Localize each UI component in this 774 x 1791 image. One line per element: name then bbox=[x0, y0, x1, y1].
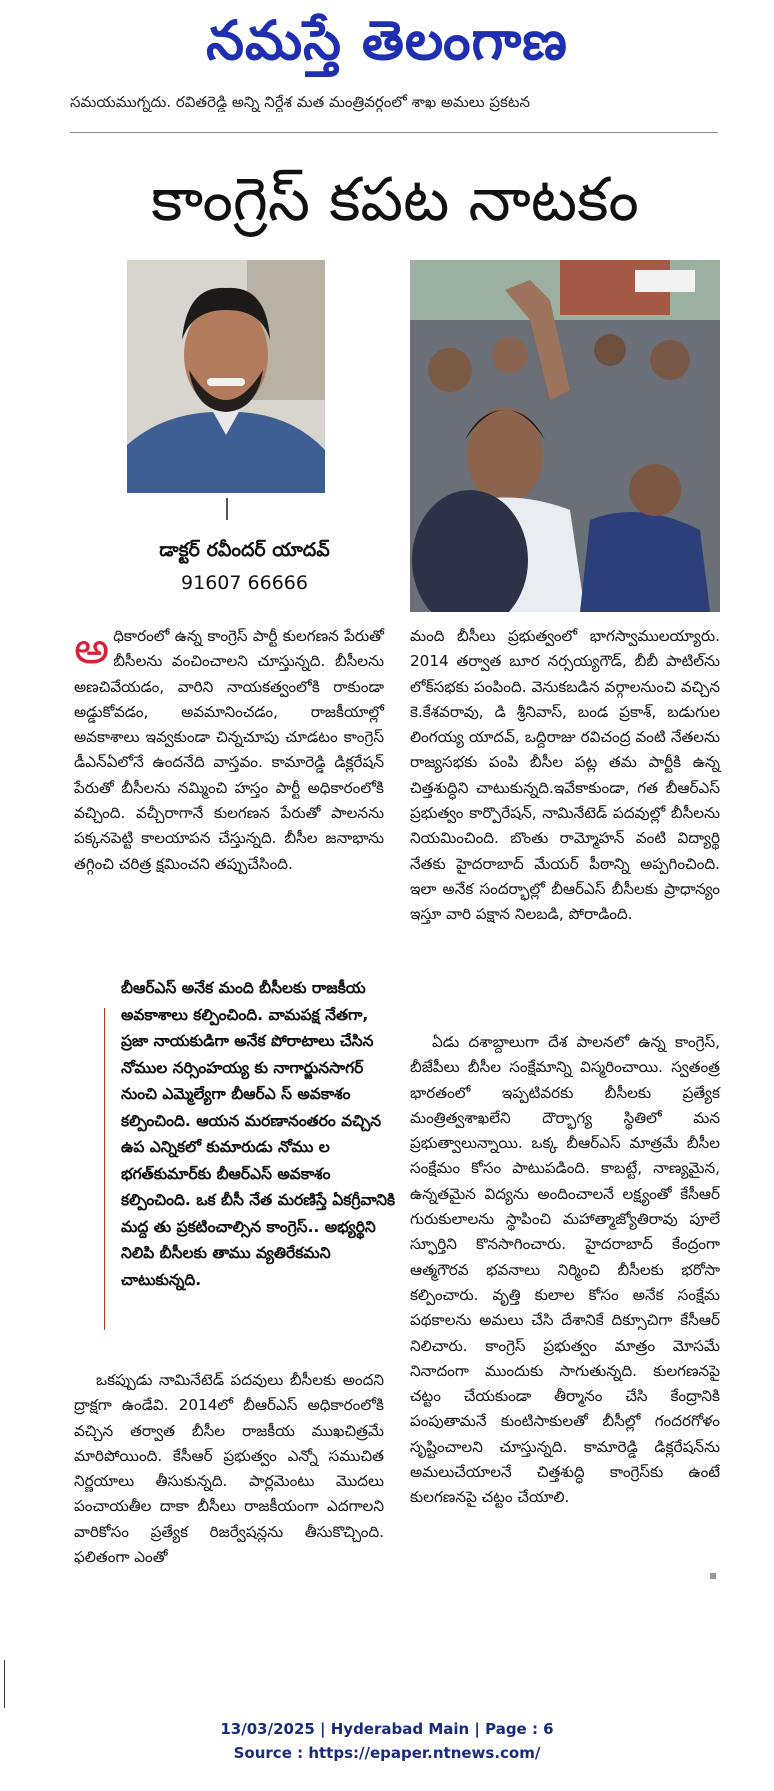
article-column-2-para-2 bbox=[410, 1030, 720, 1511]
article-end-mark bbox=[710, 1573, 716, 1579]
col2-para1-text: మంది బీసీలు ప్రభుత్వంలో భాగస్వాములయ్యారు. 2014 తర్వాత బూర నర్సయ్యగౌడ్, బీబీ పాటిల్‌ను లోక్‌సభకు పంపింది. వెనుకబడిన వర్గాలనుంచి వచ్చిన కె.కేశవరావు, డి శ్రీనివాస్, బండ ప్రకాశ్, బడుగుల లింగయ్య యాదవ్, ఒద్దిరాజు రవిచంద్ర వంటి నేతలను రాజ్యసభకు పంపి బీసీల పట్ల తమ పార్టీకి ఉన్న చిత్తశుద్ధిని చాటుకున్నది.ఇవేకాకుండా, గత బీఆర్ఎస్ ప్రభుత్వం కార్పొరేషన్, నామినేటెడ్ పదవుల్లో బీసీలను నియమించింది. బొంతు రామ్మోహన్ వంటి విద్యార్థి నేతకు హైదరాబాద్ మేయర్ పీఠాన్ని అప్పగించింది. ఇలా అనేక సందర్భాల్లో బీఆర్ఎస్ బీసీలకు ప్రాధాన్యం ఇస్తూ వారి పక్షాన నిలబడి, పోరాడింది. bbox=[410, 627, 720, 924]
author-photo bbox=[127, 260, 325, 493]
drop-cap: అ bbox=[74, 623, 110, 674]
cut-text-line: సమయముగ్నదు. రవితరెడ్డి అన్ని నిర్దేశ మత మంత్రివర్గంలో శాఖ అమలు ప్రకటన bbox=[70, 93, 530, 111]
author-divider bbox=[226, 498, 228, 520]
article-column-1-para-1 bbox=[74, 624, 384, 877]
pull-quote: బీఆర్ఎస్ అనేక మంది బీసీలకు రాజకీయ అవకాశాలు కల్పించింది. వామపక్ష నేతగా, ప్రజా నాయకుడిగా అనేక పోరాటాలు చేసిన నోముల నర్సింహయ్య కు నాగార్జునసాగర్ నుంచి ఎమ్మెల్యేగా బీఆర్ఎ స్ అవకాశం కల్పించింది. ఆయన మరణానంతరం వచ్చిన ఉప ఎన్నికలో కుమారుడు నోము ల భగత్‌కుమార్‌కు బీఆర్ఎస్ అవకాశం కల్పించింది. ఒక బీసీ నేత మరణిస్తే ఏకగ్రీవానికి మద్ద తు ప్రకటించాల్సిన కాంగ్రెస్.. అభ్యర్థిని నిలిపి బీసీలకు తాము వ్యతిరేకమని చాటుకున్నది. bbox=[121, 979, 396, 1289]
protest-crowd-image bbox=[410, 260, 720, 612]
author-portrait-image bbox=[127, 260, 325, 493]
footer-source-link[interactable]: Source : https://epaper.ntnews.com/ bbox=[233, 1744, 541, 1762]
article-headline: కాంగ్రెస్ కపట నాటకం bbox=[151, 165, 639, 235]
article-column-1-para-2 bbox=[74, 1368, 384, 1570]
article-column-2-para-1 bbox=[410, 624, 720, 928]
protest-photo bbox=[410, 260, 720, 612]
header-rule bbox=[70, 132, 718, 133]
author-name: డాక్టర్ రవీందర్ యాదవ్ bbox=[159, 539, 330, 561]
col1-para1-text: ధికారంలో ఉన్న కాంగ్రెస్ పార్టీ కులగణన పేరుతో బీసీలను వంచించాలని చూస్తున్నది. బీసీలను అణచివేయడం, వారిని నాయకత్వంలోకి రాకుండా అడ్డుకోవడం, అవమానించడం, రాజకీయాల్లో అవకాశాలు ఇవ్వకుండా చిన్నచూపు చూడటం కాంగ్రెస్ డీఎన్ఏలోనే ఉందనేది వాస్తవం. కామారెడ్డి డిక్లరేషన్ పేరుతో బీసీలను నమ్మించి హస్తం పార్టీ అధికారంలోకి వచ్చింది. వచ్చీరాగానే కులగణన పేరుతో పాలనను పక్కనపెట్టి కాలయాపన చేస్తున్నది. బీసీల జనాభాను తగ్గించి చరిత్ర క్షమించని తప్పుచేసింది. bbox=[74, 627, 384, 873]
masthead-title: నమస్తే తెలంగాణ bbox=[206, 9, 568, 72]
page-edge-mark bbox=[4, 1660, 5, 1708]
author-phone: 91607 66666 bbox=[181, 572, 308, 594]
footer-date-edition: 13/03/2025 | Hyderabad Main | Page : 6 bbox=[220, 1720, 554, 1738]
col1-para2-text: ఒకప్పుడు నామినేటెడ్ పదవులు బీసీలకు అందని ద్రాక్షగా ఉండేవి. 2014లో బీఆర్ఎస్ అధికారంలోకి వచ్చిన తర్వాత బీసీల రాజకీయ ముఖచిత్రమే మారిపోయింది. కేసీఆర్ ప్రభుత్వం ఎన్నో సముచిత నిర్ణయాలు తీసుకున్నది. పార్లమెంటు మొదలు పంచాయతీల దాకా బీసీలు రాజకీయంగా ఎదగాలని వారికోసం ప్రత్యేక రిజర్వేషన్లను తీసుకొచ్చింది. ఫలితంగా ఎంతో bbox=[74, 1371, 384, 1567]
col2-para2-text: ఏడు దశాబ్దాలుగా దేశ పాలనలో ఉన్న కాంగ్రెస్, బీజేపీలు బీసీల సంక్షేమాన్ని విస్మరించాయి. స్వతంత్ర భారతంలో ఇప్పటివరకు బీసీలకు ప్రత్యేక మంత్రిత్వశాఖలేని దౌర్భాగ్య స్థితిలో మన ప్రభుత్వాలున్నాయి. ఒక్క బీఆర్ఎస్ మాత్రమే బీసీల సంక్షేమం కోసం పాటుపడింది. కాబట్టే, నాణ్యమైన, ఉన్నతమైన విద్యను అందించాలనే లక్ష్యంతో కేసీఆర్ గురుకులాలను స్థాపించి మహాత్మాజ్యోతిరావు పూలే స్ఫూర్తిని కొనసాగించారు. హైదరాబాద్ కేంద్రంగా ఆత్మగౌరవ భవనాలు నిర్మించి బీసీలకు భరోసా కల్పించారు. వృత్తి కులాల కోసం అనేక సంక్షేమ పథకాలను అమలు చేసి దేశానికే దిక్సూచిగా కేసీఆర్ నిలిచారు. కాంగ్రెస్ ప్రభుత్వం మాత్రం మోసమే నినాదంగా ముందుకు సాగుతున్నది. కులగణనపై చట్టం చేయకుండా తీర్మానం చేసి కేంద్రానికి పంపుతామనే కుంటిసాకులతో బీసీల్లో గందరగోళం సృష్టించాలని చూస్తున్నది. కామారెడ్డి డిక్లరేషన్‌ను అమలుచేయాలనే చిత్తశుద్ధి కాంగ్రెస్‌కు ఉంటే కులగణనపై చట్టం చేయాలి. bbox=[410, 1033, 720, 1507]
